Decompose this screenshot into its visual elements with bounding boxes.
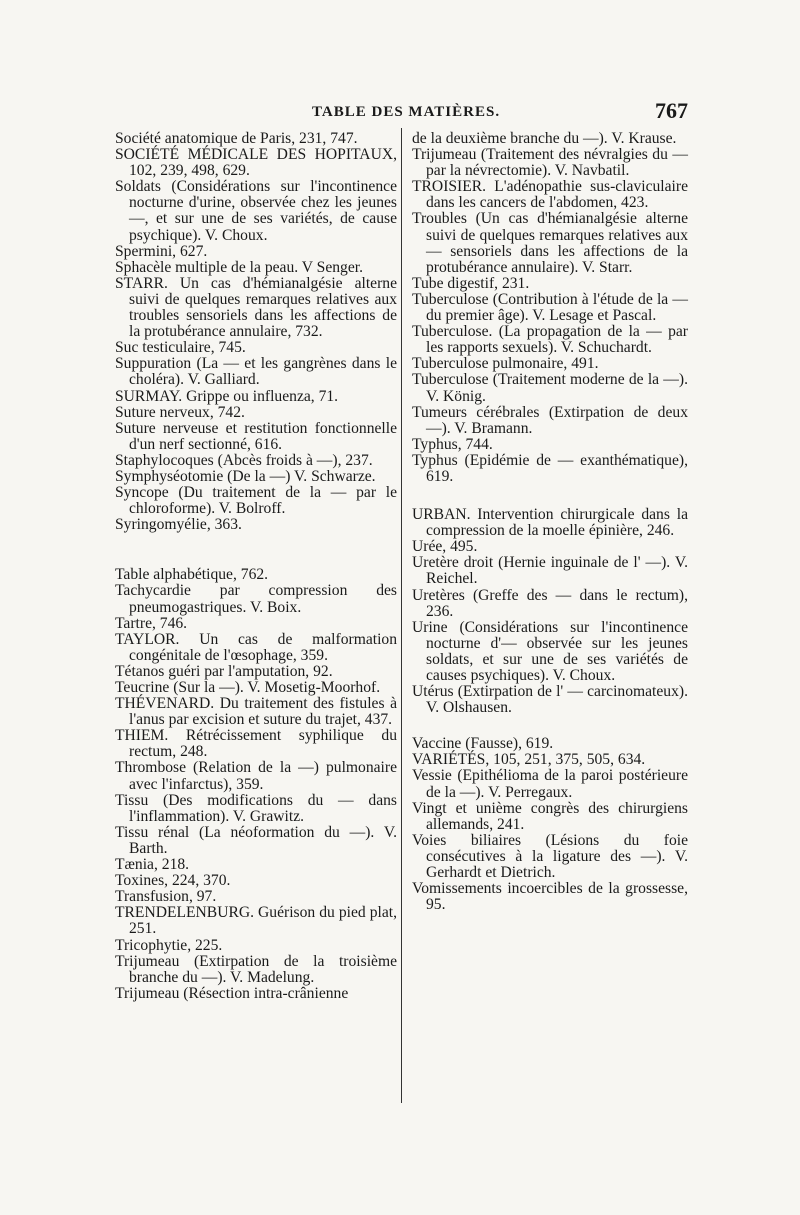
index-entry: Tachycardie par compression des pneumogastriques. V. Boix. (115, 582, 397, 616)
index-entry: Suc testiculaire, 745. (115, 339, 246, 357)
index-entry: Thrombose (Relation de la —) pulmonaire avec l'infarctus), 359. (115, 759, 397, 793)
index-entry: Vaccine (Fausse), 619. (412, 735, 554, 753)
index-entry: TRENDELENBURG. Guérison du pied plat, 251. (115, 904, 397, 938)
index-entry: TROISIER. L'adénopathie sus-claviculaire dans les cancers de l'abdomen, 423. (412, 178, 688, 212)
index-entry: TAYLOR. Un cas de malformation congénitale de l'œsophage, 359. (115, 630, 397, 664)
index-entry: Tuberculose. (La propagation de la — par les rapports sexuels). V. Schuchardt. (412, 323, 688, 357)
index-entry: Vomissements incoercibles de la grossesse, 95. (412, 880, 688, 914)
index-entry: Uretères (Greffe des — dans le rectum), 236. (412, 586, 688, 620)
index-entry: Vingt et unième congrès des chirurgiens allemands, 241. (412, 799, 688, 833)
index-entry: Voies biliaires (Lésions du foie consécutives à la ligature des —). V. Gerhardt et Dietrich. (412, 831, 688, 882)
right-column (412, 131, 688, 913)
index-entry: Suture nerveux, 742. (115, 403, 245, 421)
index-entry: Vessie (Epithélioma de la paroi postérieure de la —). V. Perregaux. (412, 767, 688, 801)
index-entry: Staphylocoques (Abcès froids à —), 237. (115, 451, 373, 469)
index-entry: Tuberculose pulmonaire, 491. (412, 355, 599, 373)
section-gap (412, 716, 688, 736)
index-entry: Table alphabétique, 762. (115, 566, 269, 584)
right-group-u (412, 507, 688, 716)
index-entry: SURMAY. Grippe ou influenza, 71. (115, 387, 339, 405)
index-entry: Typhus (Epidémie de — exanthématique), 619. (412, 451, 688, 485)
index-entry: Uretère droit (Hernie inguinale de l' —). V. Reichel. (412, 554, 688, 588)
index-entry: Trijumeau (Traitement des névralgies du — par la névrectomie). V. Navbatil. (412, 146, 688, 180)
index-entry: SOCIÉTÉ MÉDICALE DES HOPITAUX, 102, 239, 498, 629. (115, 146, 397, 180)
index-entry: THIEM. Rétrécissement syphilique du rectum, 248. (115, 727, 397, 761)
index-entry: Syringomyélie, 363. (115, 516, 242, 534)
index-entry: Trijumeau (Résection intra-crânienne (115, 984, 349, 1002)
index-entry: Tricophytie, 225. (115, 936, 223, 954)
index-entry: Suture nerveuse et restitution fonctionnelle d'un nerf sectionné, 616. (115, 419, 397, 453)
left-group-s (115, 131, 397, 533)
index-entry: Tissu rénal (La néoformation du —). V. Barth. (115, 823, 397, 857)
page-number: 767 (655, 98, 688, 123)
index-entry: Troubles (Un cas d'hémianalgésie alterne suivi de quelques remarques relatives aux — sensoriels dans les affections de la protubérance annulaire). V. Starr. (412, 210, 688, 276)
index-entry: Tartre, 746. (115, 614, 188, 632)
index-entry: Tuberculose (Contribution à l'étude de la — du premier âge). V. Lesage et Pascal. (412, 290, 688, 325)
index-entry: Tumeurs cérébrales (Extirpation de deux —). V. Bramann. (412, 403, 688, 437)
running-title: TABLE DES MATIÈRES. (312, 104, 501, 120)
index-entry: de la deuxième branche du —). V. Krause. (412, 130, 677, 147)
section-gap (115, 533, 397, 567)
index-entry: Sphacèle multiple de la peau. V Senger. (115, 258, 363, 276)
right-group-v (412, 736, 688, 913)
index-entry: Transfusion, 97. (115, 888, 217, 906)
page-header (112, 98, 688, 128)
index-entry: Tube digestif, 231. (412, 274, 530, 292)
index-entry: Tænia, 218. (115, 856, 190, 874)
index-entry: Syncope (Du traitement de la — par le chloroforme). V. Bolroff. (115, 484, 397, 518)
index-entry: URBAN. Intervention chirurgicale dans la compression de la moelle épinière, 246. (412, 506, 688, 540)
left-column (115, 131, 397, 1002)
index-entry: Tuberculose (Traitement moderne de la —). V. König. (412, 371, 688, 405)
section-gap (412, 485, 688, 507)
index-entry: Teucrine (Sur la —). V. Mosetig-Moorhof. (115, 679, 381, 696)
index-entry: Tétanos guéri par l'amputation, 92. (115, 662, 333, 680)
index-entry: Utérus (Extirpation de l' — carcinomateux). V. Olshausen. (412, 683, 688, 717)
index-entry: Société anatomique de Paris, 231, 747. (115, 130, 358, 147)
index-entry: STARR. Un cas d'hémianalgésie alterne suivi de quelques remarques relatives aux troubles sensoriels dans les affections de la protubérance annulaire, 732. (115, 274, 397, 341)
index-entry: VARIÉTÉS, 105, 251, 375, 505, 634. (412, 751, 646, 769)
left-group-t (115, 567, 397, 1002)
column-divider (401, 128, 402, 1103)
index-entry: Toxines, 224, 370. (115, 872, 231, 890)
index-entry: Urine (Considérations sur l'incontinence nocturne d'— observée sur les jeunes soldats, et sur une de ses variétés de causes psychiques). V. Choux. (412, 618, 688, 684)
index-entry: THÉVENARD. Du traitement des fistules à l'anus par excision et suture du trajet, 437. (115, 695, 397, 729)
index-entry: Urée, 495. (412, 538, 478, 556)
index-entry: Suppuration (La — et les gangrènes dans le choléra). V. Galliard. (115, 355, 397, 389)
index-entry: Trijumeau (Extirpation de la troisième branche du —). V. Madelung. (115, 952, 397, 986)
right-group-t (412, 131, 688, 485)
index-entry: Symphyséotomie (De la —) V. Schwarze. (115, 467, 376, 485)
index-entry: Spermini, 627. (115, 242, 208, 260)
index-entry: Tissu (Des modifications du — dans l'inflammation). V. Grawitz. (115, 791, 397, 825)
index-entry: Soldats (Considérations sur l'incontinence nocturne d'urine, observée chez les jeunes —, et sur une de ses variétés, de cause psychique). V. Choux. (115, 178, 397, 244)
index-entry: Typhus, 744. (412, 435, 493, 453)
